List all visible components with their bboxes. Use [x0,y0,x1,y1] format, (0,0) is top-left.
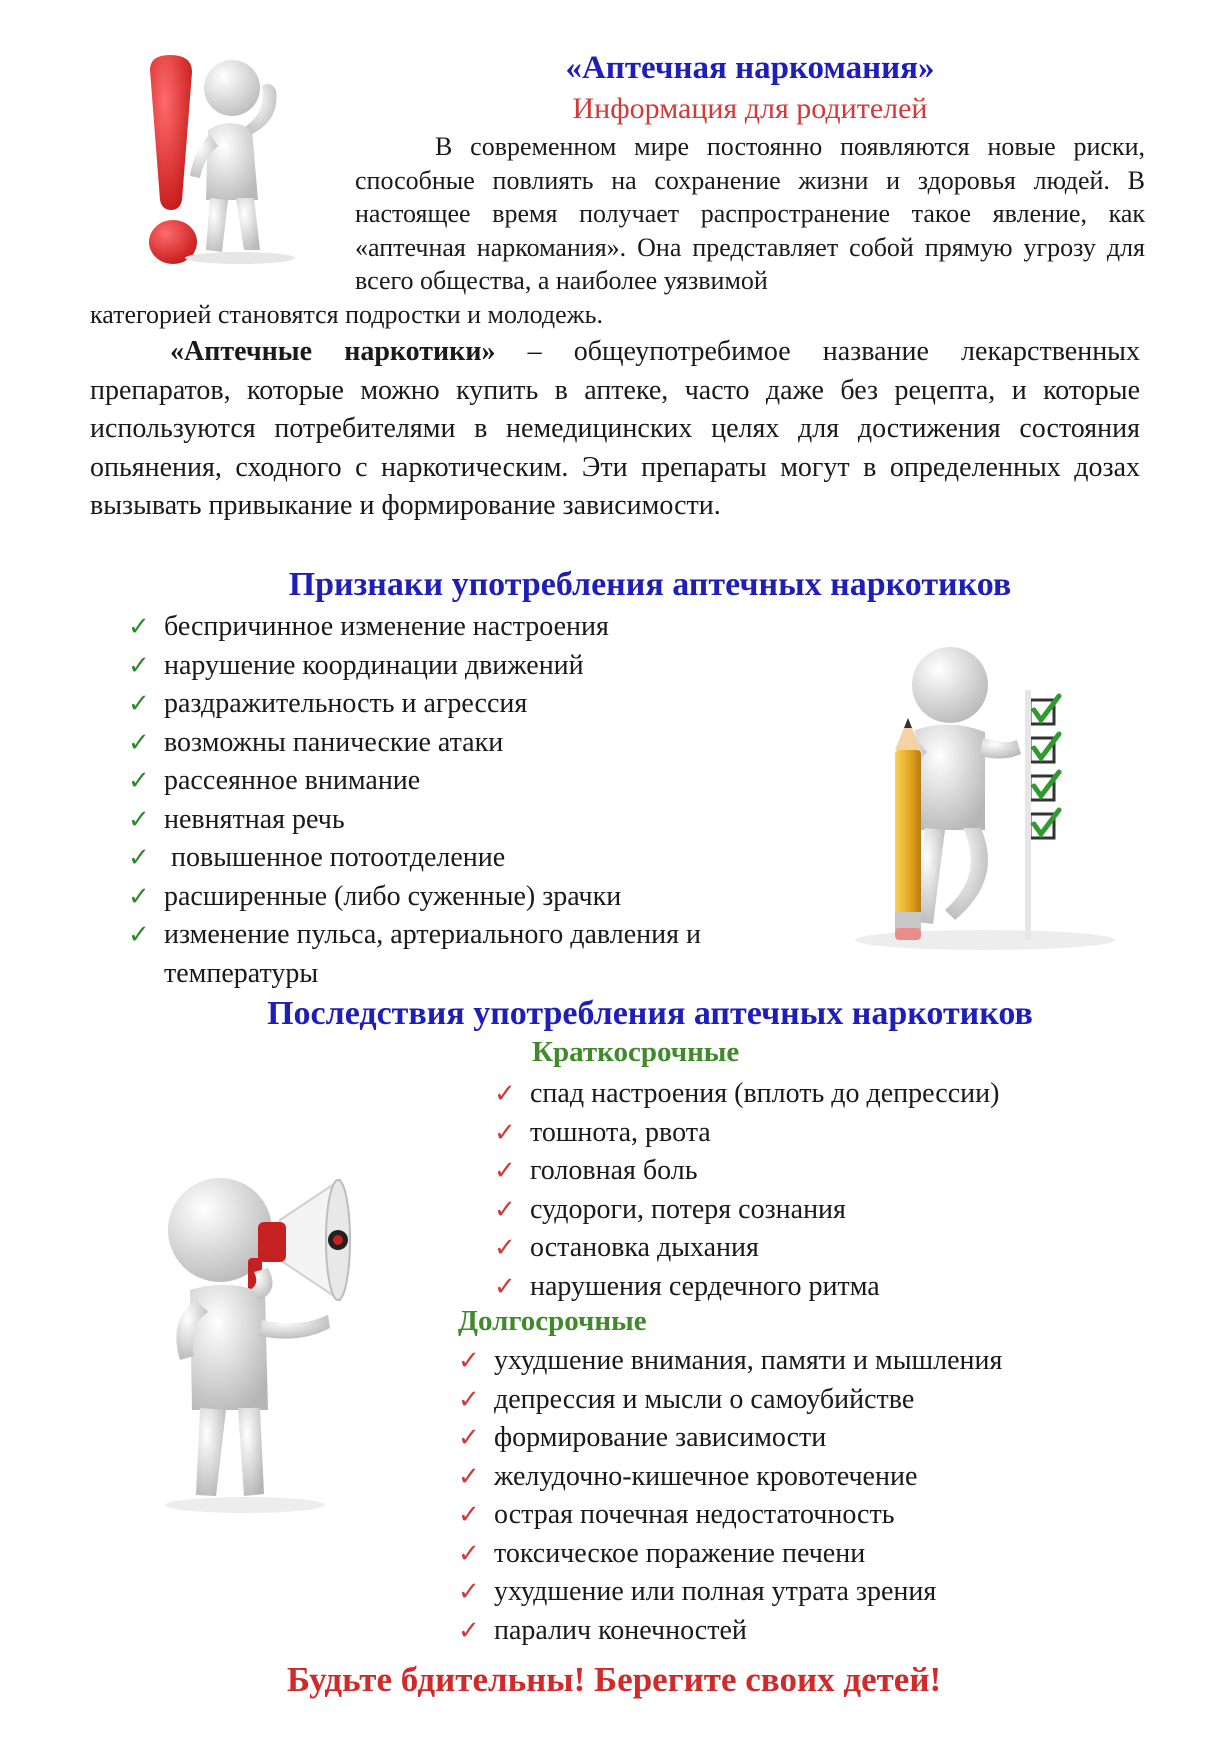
check-icon: ✓ [128,804,150,835]
list-item: ✓ депрессия и мысли о самоубийстве [458,1381,1158,1420]
page-subtitle: Информация для родителей [572,92,928,125]
list-item: ✓ спад настроения (вплоть до депрессии) [494,1075,1174,1114]
page-title: «Аптечная наркомания» [565,50,935,86]
list-item: ✓ возможны панические атаки [128,724,748,763]
list-item: ✓ рассеянное внимание [128,762,748,801]
check-icon: ✓ [458,1346,480,1376]
list-item: ✓ токсическое поражение печени [458,1535,1158,1574]
check-icon: ✓ [128,881,150,912]
consequences-heading: Последствия употребления аптечных наркотиков [267,995,1033,1032]
check-icon: ✓ [494,1194,516,1225]
list-item: ✓ изменение пульса, артериального давления и температуры [128,916,764,993]
check-icon: ✓ [494,1079,516,1109]
list-item: ✓ беспричинное изменение настроения [128,608,748,647]
check-icon: ✓ [458,1461,480,1492]
list-item: ✓ повышенное потоотделение [128,839,748,878]
definition-term: «Аптечные наркотики» [170,336,496,367]
list-item: ✓ острая почечная недостаточность [458,1496,1158,1535]
definition-text: – общеупотребимое название лекарственных препаратов, которые можно купить в аптеке, часто даже без рецепта, и которые используются потребителями в немедицинских целях для достижения состояния опьянения, сходного с наркотическим. Эти препараты могут в определенных дозах вызывать привыкание и формирование зависимости. [90,336,1140,521]
list-item: ✓ нарушение координации движений [128,647,748,686]
check-icon: ✓ [494,1117,516,1148]
check-icon: ✓ [458,1500,480,1530]
list-item: ✓ тошнота, рвота [494,1114,1174,1153]
check-icon: ✓ [458,1384,480,1415]
list-item: ✓ головная боль [494,1152,1174,1191]
list-item: ✓ ухудшение или полная утрата зрения [458,1573,1158,1612]
signs-list [128,608,748,993]
list-item: ✓ невнятная речь [128,801,748,840]
short-term-heading: Краткосрочные [532,1036,740,1068]
check-icon: ✓ [494,1156,516,1186]
pencil-checklist-figure-illustration [835,630,1125,955]
list-item: ✓ ухудшение внимания, памяти и мышления [458,1342,1158,1381]
check-icon: ✓ [128,843,150,873]
footer-slogan: Будьте бдительны! Берегите своих детей! [286,1660,942,1699]
check-icon: ✓ [458,1577,480,1607]
check-icon: ✓ [128,650,150,681]
long-term-list [458,1342,1158,1650]
check-icon: ✓ [128,727,150,758]
list-item: ✓ формирование зависимости [458,1419,1158,1458]
megaphone-figure-illustration [150,1160,380,1520]
list-item: ✓ остановка дыхания [494,1229,1174,1268]
definition-paragraph [90,333,1140,526]
list-item: ✓ паралич конечностей [458,1612,1158,1651]
list-item: ✓ судороги, потеря сознания [494,1191,1174,1230]
intro-paragraph: В современном мире постоянно появляются новые риски, способные повлиять на сохранение жизни и здоровья людей. В настоящее время получает распространение такое явление, как «аптечная наркомания». Она представляет собой прямую угрозу для всего общества, а наиболее уязвимой [355,132,1145,295]
list-item: ✓ желудочно-кишечное кровотечение [458,1458,1158,1497]
signs-heading: Признаки употребления аптечных наркотиков [288,566,1012,603]
check-icon: ✓ [458,1538,480,1569]
check-icon: ✓ [458,1615,480,1646]
short-term-list [494,1075,1174,1306]
check-icon: ✓ [128,689,150,719]
long-term-heading: Долгосрочные [458,1305,647,1337]
list-item: ✓ раздражительность и агрессия [128,685,748,724]
check-icon: ✓ [128,612,150,642]
list-item: ✓ расширенные (либо суженные) зрачки [128,878,748,917]
check-icon: ✓ [494,1233,516,1263]
check-icon: ✓ [128,920,150,950]
check-icon: ✓ [128,766,150,796]
exclamation-figure-illustration [140,50,360,270]
check-icon: ✓ [458,1423,480,1453]
intro-paragraph-tail: категорией становятся подростки и молодежь. [90,300,603,329]
list-item: ✓ нарушения сердечного ритма [494,1268,1174,1307]
check-icon: ✓ [494,1271,516,1302]
